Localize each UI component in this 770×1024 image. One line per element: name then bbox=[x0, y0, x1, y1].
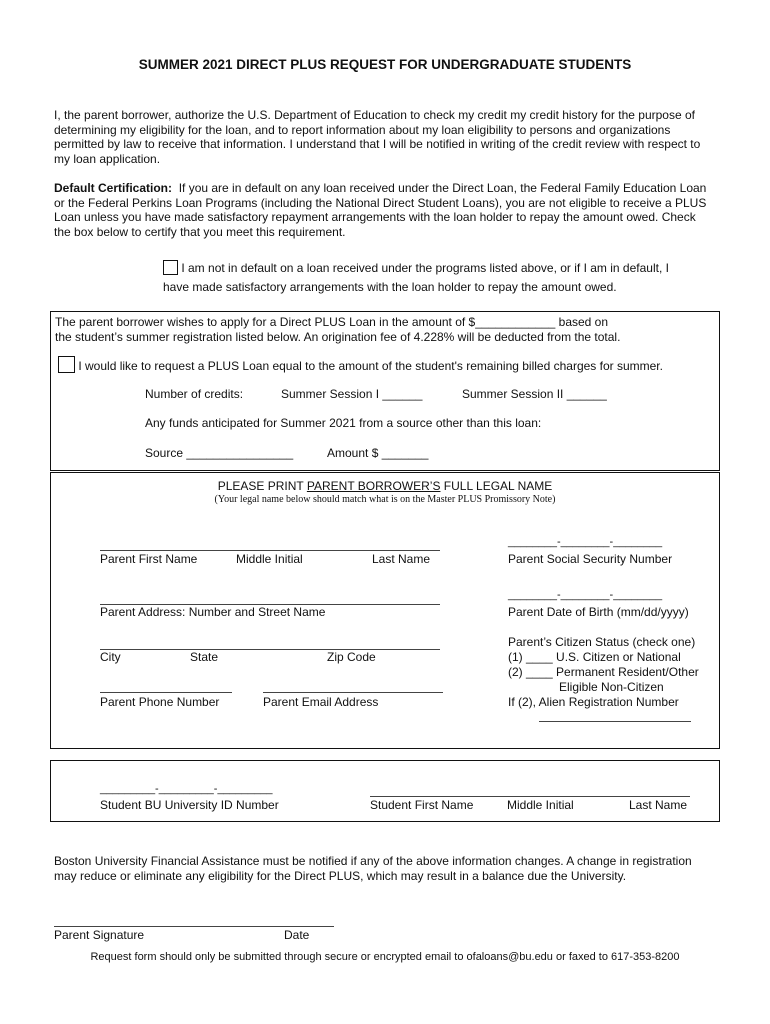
credits-label: Number of credits: bbox=[145, 387, 244, 401]
parent-phone-label: Parent Phone Number bbox=[100, 695, 220, 709]
alien-number-label: If (2), Alien Registration Number bbox=[508, 695, 679, 709]
default-certification-text: If you are in default on any loan received under the Direct Loan, the Federal Family Education Loan or the Federal Perkins Loan Programs (including the National Direct Student Loans), you are not eligible to receive a PLUS Loan unless you have made satisfactory repayment arrangements with the loan holder to repay the amount owed. Check the box below to certify that you meet this requirement. bbox=[54, 181, 707, 239]
zip-label: Zip Code bbox=[327, 650, 376, 664]
ssn-field[interactable]: ________-________-________ bbox=[508, 536, 663, 548]
alien-number-line[interactable] bbox=[539, 721, 691, 722]
submission-footer: Request form should only be submitted through secure or encrypted email to ofaloans@bu.edu or faxed to 617-353-8200 bbox=[90, 951, 680, 963]
authorization-paragraph: I, the parent borrower, authorize the U.S. Department of Education to check my credit my credit history for the purpose of determining my eligibility for the loan, and to report information about my loan eligibility to persons and organizations permitted by law to receive that information. I understand that I will be notified in writing of the credit review with respect to my loan application. bbox=[54, 108, 701, 166]
student-middle-initial-label: Middle Initial bbox=[507, 798, 574, 812]
summer-session-2-field[interactable]: Summer Session II ______ bbox=[462, 387, 607, 401]
signature-date-label: Date bbox=[284, 928, 310, 942]
citizen-status-label: Parent’s Citizen Status (check one) bbox=[508, 635, 696, 649]
default-certification-heading: Default Certification: bbox=[54, 181, 173, 195]
parent-city-line[interactable] bbox=[100, 649, 440, 650]
citizen-option-2-cont: Eligible Non-Citizen bbox=[559, 680, 664, 694]
other-funds-label: Any funds anticipated for Summer 2021 from a source other than this loan: bbox=[145, 416, 542, 430]
default-checkbox-label-line2: have made satisfactory arrangements with the loan holder to repay the amount owed. bbox=[163, 280, 617, 294]
heading-suffix: FULL LEGAL NAME bbox=[440, 479, 553, 493]
parent-last-name-label: Last Name bbox=[372, 552, 431, 566]
parent-name-heading bbox=[0, 479, 770, 493]
heading-underlined: PARENT BORROWER’S bbox=[306, 479, 441, 493]
parent-name-subheading: (Your legal name below should match what is on the Master PLUS Promissory Note) bbox=[214, 494, 556, 505]
form-title: SUMMER 2021 DIRECT PLUS REQUEST FOR UNDERGRADUATE STUDENTS bbox=[138, 57, 632, 72]
loan-amount-line1[interactable]: The parent borrower wishes to apply for a Direct PLUS Loan in the amount of $____________ based on bbox=[55, 315, 609, 329]
parent-signature-label: Parent Signature bbox=[54, 928, 145, 942]
student-first-name-label: Student First Name bbox=[370, 798, 474, 812]
student-id-label: Student BU University ID Number bbox=[100, 798, 279, 812]
default-checkbox-label-line1: I am not in default on a loan received under the programs listed above, or if I am in default, I bbox=[181, 261, 669, 275]
parent-middle-initial-label: Middle Initial bbox=[236, 552, 303, 566]
heading-prefix: PLEASE PRINT bbox=[217, 479, 307, 493]
dob-field[interactable]: ________-________-________ bbox=[508, 589, 663, 601]
state-label: State bbox=[190, 650, 219, 664]
loan-amount-line2: the student’s summer registration listed below. An origination fee of 4.228% will be deducted from the total. bbox=[55, 330, 621, 344]
source-field[interactable]: Source ________________ bbox=[145, 446, 294, 460]
remaining-charges-label: I would like to request a PLUS Loan equal to the amount of the student's remaining billed charges for summer. bbox=[78, 359, 663, 373]
remaining-charges-checkbox[interactable] bbox=[58, 356, 75, 373]
amount-field[interactable]: Amount $ _______ bbox=[327, 446, 429, 460]
citizen-option-1[interactable]: (1) ____ U.S. Citizen or National bbox=[508, 650, 681, 664]
default-checkbox-row bbox=[163, 259, 723, 297]
parent-name-line[interactable] bbox=[100, 550, 440, 551]
student-last-name-label: Last Name bbox=[629, 798, 688, 812]
default-certification-paragraph bbox=[54, 181, 714, 239]
summer-session-1-field[interactable]: Summer Session I ______ bbox=[281, 387, 423, 401]
remaining-charges-row bbox=[58, 356, 663, 373]
parent-email-line[interactable] bbox=[263, 692, 443, 693]
parent-address-label: Parent Address: Number and Street Name bbox=[100, 605, 326, 619]
change-notice: Boston University Financial Assistance must be notified if any of the above information changes. A change in registration may reduce or eliminate any eligibility for the Direct PLUS, which may result in a balance due the University. bbox=[54, 854, 692, 883]
citizen-option-2[interactable]: (2) ____ Permanent Resident/Other bbox=[508, 665, 699, 679]
student-id-field[interactable]: _________-_________-_________ bbox=[100, 783, 273, 795]
ssn-label: Parent Social Security Number bbox=[508, 552, 673, 566]
default-certification-checkbox[interactable] bbox=[163, 260, 178, 275]
signature-line[interactable] bbox=[54, 926, 334, 927]
parent-phone-line[interactable] bbox=[100, 692, 232, 693]
dob-label: Parent Date of Birth (mm/dd/yyyy) bbox=[508, 605, 689, 619]
parent-email-label: Parent Email Address bbox=[263, 695, 379, 709]
city-label: City bbox=[100, 650, 121, 664]
parent-first-name-label: Parent First Name bbox=[100, 552, 198, 566]
student-name-line[interactable] bbox=[370, 796, 690, 797]
